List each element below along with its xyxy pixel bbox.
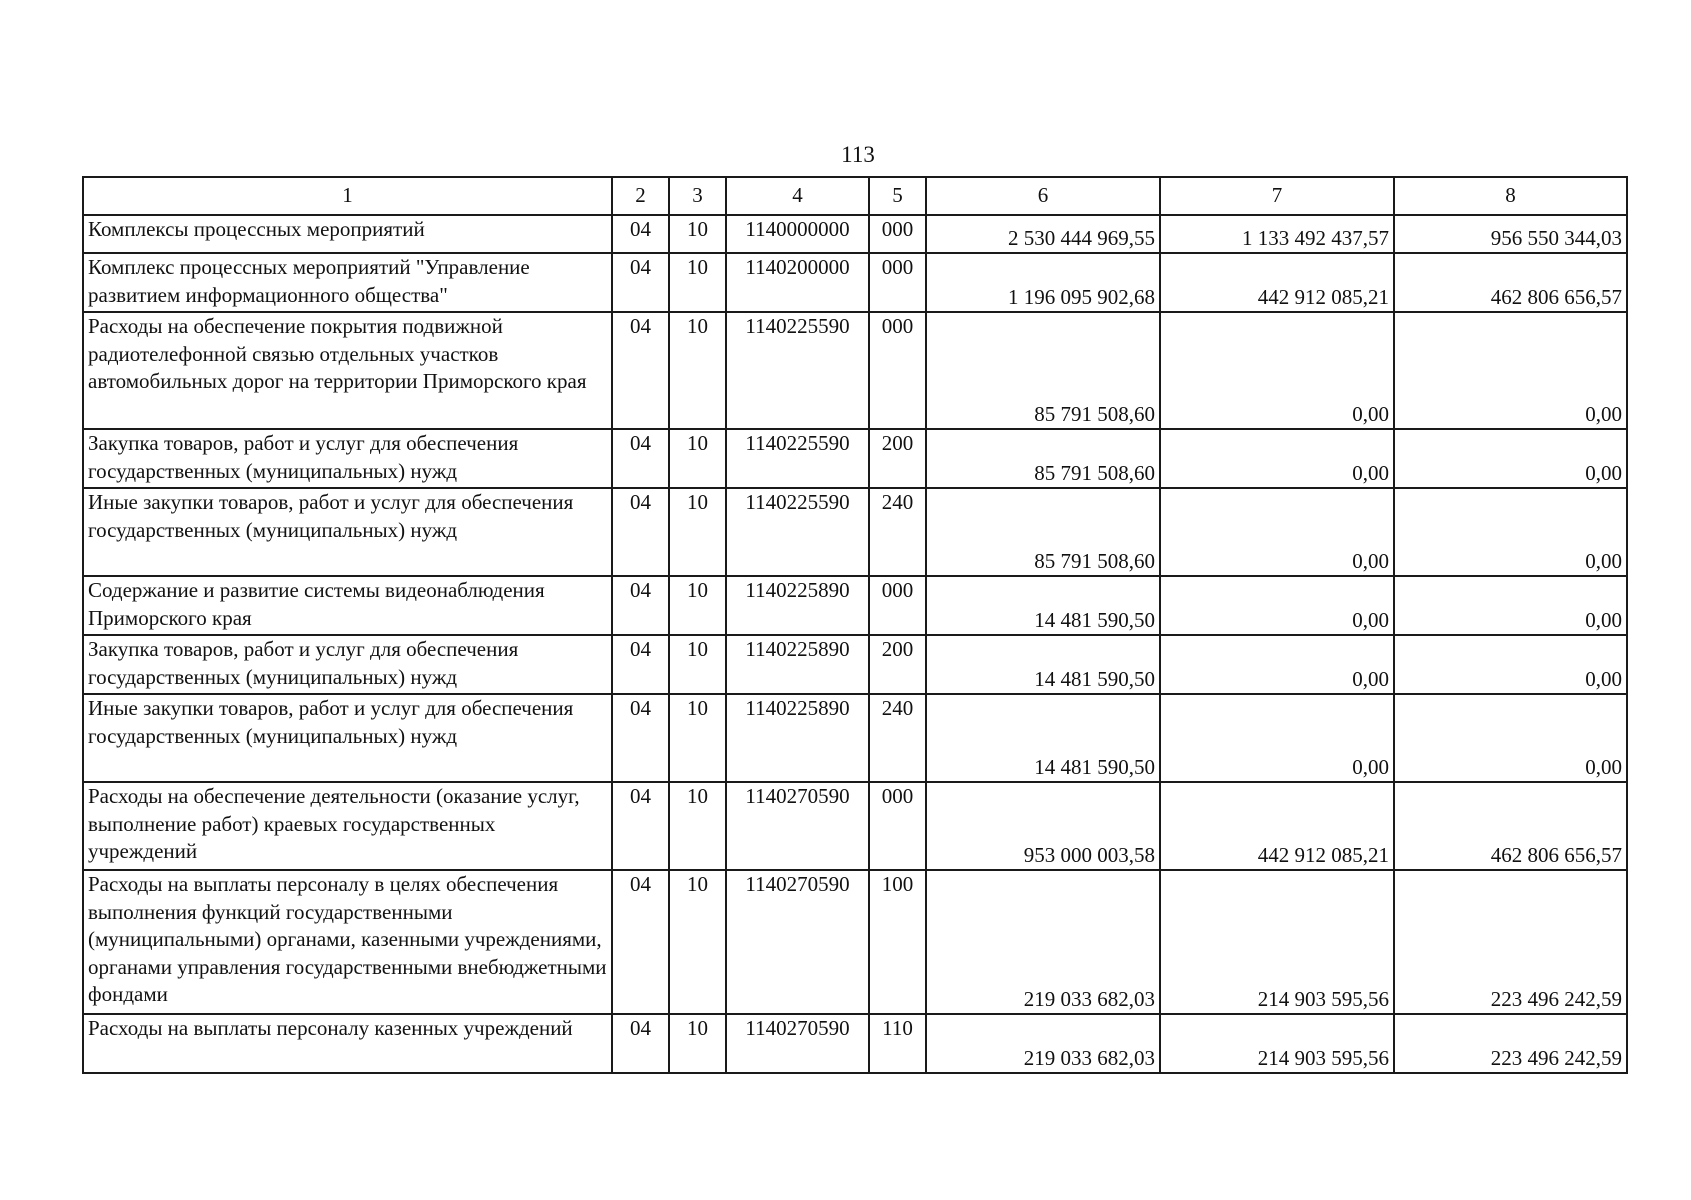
target-code: 1140270590: [726, 870, 869, 1014]
target-code: 1140225590: [726, 488, 869, 576]
amount-cell: 0,00: [1394, 635, 1627, 694]
subsection-code: 10: [669, 488, 726, 576]
row-name: Содержание и развитие системы видеонаблюдения Приморского края: [83, 576, 612, 635]
column-header: 6: [926, 177, 1160, 215]
subsection-code: 10: [669, 253, 726, 312]
amount-cell: 0,00: [1160, 694, 1394, 782]
target-code: 1140225590: [726, 312, 869, 429]
expense-type-code: 240: [869, 488, 926, 576]
header-row: [83, 177, 1627, 215]
expense-type-code: 000: [869, 215, 926, 253]
amount-cell: 462 806 656,57: [1394, 253, 1627, 312]
section-code: 04: [612, 429, 669, 488]
table-row: [83, 429, 1627, 488]
target-code: 1140225890: [726, 576, 869, 635]
amount-cell: 953 000 003,58: [926, 782, 1160, 870]
target-code: 1140200000: [726, 253, 869, 312]
amount-cell: 0,00: [1160, 488, 1394, 576]
subsection-code: 10: [669, 1014, 726, 1073]
amount-cell: 223 496 242,59: [1394, 870, 1627, 1014]
section-code: 04: [612, 488, 669, 576]
section-code: 04: [612, 1014, 669, 1073]
section-code: 04: [612, 215, 669, 253]
row-name: Расходы на выплаты персоналу в целях обеспечения выполнения функций государственными (муниципальными) органами, казенными учреждениями, органами управления государственными внебюджетными фондами: [83, 870, 612, 1014]
section-code: 04: [612, 694, 669, 782]
table-row: [83, 312, 1627, 429]
amount-cell: 0,00: [1160, 635, 1394, 694]
amount-cell: 223 496 242,59: [1394, 1014, 1627, 1073]
table-row: [83, 635, 1627, 694]
expense-type-code: 100: [869, 870, 926, 1014]
subsection-code: 10: [669, 870, 726, 1014]
amount-cell: 0,00: [1160, 429, 1394, 488]
section-code: 04: [612, 782, 669, 870]
table-row: [83, 694, 1627, 782]
column-header: 2: [612, 177, 669, 215]
target-code: 1140225890: [726, 694, 869, 782]
amount-cell: 0,00: [1394, 694, 1627, 782]
row-name: Расходы на обеспечение покрытия подвижной радиотелефонной связью отдельных участков автомобильных дорог на территории Приморского края: [83, 312, 612, 429]
expense-type-code: 110: [869, 1014, 926, 1073]
section-code: 04: [612, 253, 669, 312]
page-number: 113: [841, 142, 875, 167]
expense-type-code: 240: [869, 694, 926, 782]
subsection-code: 10: [669, 635, 726, 694]
table-row: [83, 215, 1627, 253]
amount-cell: 214 903 595,56: [1160, 870, 1394, 1014]
section-code: 04: [612, 312, 669, 429]
amount-cell: 85 791 508,60: [926, 312, 1160, 429]
expense-type-code: 000: [869, 782, 926, 870]
table-row: [83, 253, 1627, 312]
amount-cell: 14 481 590,50: [926, 635, 1160, 694]
table-row: [83, 870, 1627, 1014]
amount-cell: 219 033 682,03: [926, 870, 1160, 1014]
amount-cell: 14 481 590,50: [926, 694, 1160, 782]
amount-cell: 85 791 508,60: [926, 429, 1160, 488]
expense-type-code: 000: [869, 312, 926, 429]
column-header: 5: [869, 177, 926, 215]
amount-cell: 462 806 656,57: [1394, 782, 1627, 870]
amount-cell: 0,00: [1394, 488, 1627, 576]
table-row: [83, 488, 1627, 576]
row-name: Закупка товаров, работ и услуг для обеспечения государственных (муниципальных) нужд: [83, 635, 612, 694]
expense-type-code: 000: [869, 576, 926, 635]
expense-type-code: 200: [869, 635, 926, 694]
amount-cell: 0,00: [1394, 312, 1627, 429]
subsection-code: 10: [669, 215, 726, 253]
amount-cell: 0,00: [1160, 312, 1394, 429]
expense-type-code: 200: [869, 429, 926, 488]
row-name: Иные закупки товаров, работ и услуг для обеспечения государственных (муниципальных) нужд: [83, 488, 612, 576]
table-row: [83, 782, 1627, 870]
column-header: 4: [726, 177, 869, 215]
table-row: [83, 576, 1627, 635]
amount-cell: 219 033 682,03: [926, 1014, 1160, 1073]
row-name: Закупка товаров, работ и услуг для обеспечения государственных (муниципальных) нужд: [83, 429, 612, 488]
column-header: 8: [1394, 177, 1627, 215]
section-code: 04: [612, 576, 669, 635]
target-code: 1140225890: [726, 635, 869, 694]
budget-table: [82, 176, 1628, 1074]
amount-cell: 442 912 085,21: [1160, 253, 1394, 312]
amount-cell: 0,00: [1394, 576, 1627, 635]
section-code: 04: [612, 635, 669, 694]
amount-cell: 442 912 085,21: [1160, 782, 1394, 870]
amount-cell: 0,00: [1394, 429, 1627, 488]
target-code: 1140225590: [726, 429, 869, 488]
amount-cell: 85 791 508,60: [926, 488, 1160, 576]
subsection-code: 10: [669, 429, 726, 488]
amount-cell: 1 196 095 902,68: [926, 253, 1160, 312]
subsection-code: 10: [669, 312, 726, 429]
row-name: Комплексы процессных мероприятий: [83, 215, 612, 253]
column-header: 1: [83, 177, 612, 215]
row-name: Расходы на выплаты персоналу казенных учреждений: [83, 1014, 612, 1073]
row-name: Расходы на обеспечение деятельности (оказание услуг, выполнение работ) краевых государственных учреждений: [83, 782, 612, 870]
subsection-code: 10: [669, 782, 726, 870]
subsection-code: 10: [669, 576, 726, 635]
table-row: [83, 1014, 1627, 1073]
row-name: Иные закупки товаров, работ и услуг для обеспечения государственных (муниципальных) нужд: [83, 694, 612, 782]
section-code: 04: [612, 870, 669, 1014]
amount-cell: 0,00: [1160, 576, 1394, 635]
subsection-code: 10: [669, 694, 726, 782]
column-header: 7: [1160, 177, 1394, 215]
amount-cell: 1 133 492 437,57: [1160, 215, 1394, 253]
target-code: 1140000000: [726, 215, 869, 253]
target-code: 1140270590: [726, 782, 869, 870]
column-header: 3: [669, 177, 726, 215]
expense-type-code: 000: [869, 253, 926, 312]
row-name: Комплекс процессных мероприятий "Управление развитием информационного общества": [83, 253, 612, 312]
amount-cell: 14 481 590,50: [926, 576, 1160, 635]
target-code: 1140270590: [726, 1014, 869, 1073]
amount-cell: 2 530 444 969,55: [926, 215, 1160, 253]
amount-cell: 956 550 344,03: [1394, 215, 1627, 253]
amount-cell: 214 903 595,56: [1160, 1014, 1394, 1073]
